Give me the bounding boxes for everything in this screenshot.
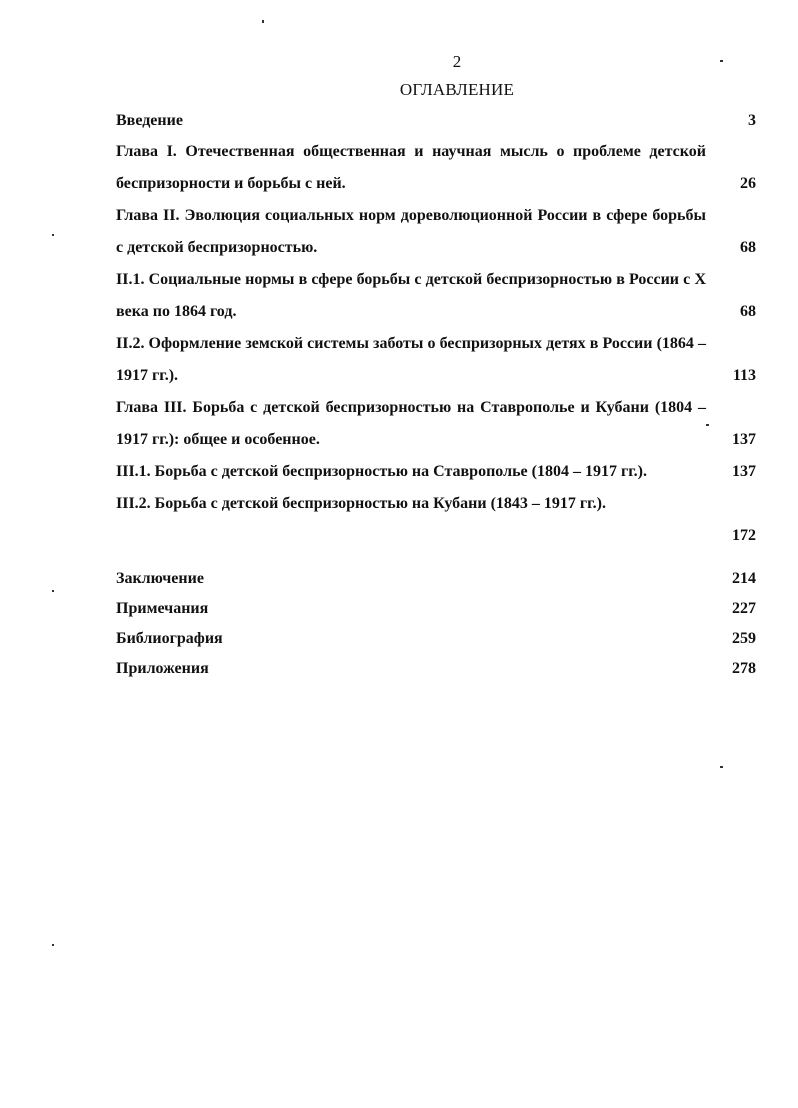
toc-entry-page: 113: [732, 367, 756, 384]
scan-speck: [52, 590, 54, 592]
toc-entry-notes[interactable]: [116, 594, 756, 624]
spacer: [116, 552, 756, 564]
toc-entry-page: 259: [732, 630, 756, 647]
toc-entry-title: Библиография: [116, 630, 223, 647]
scan-speck: [52, 944, 54, 946]
scan-speck: [706, 424, 709, 426]
page-number: 2: [452, 52, 462, 71]
toc-entry-title: II.2. Оформление земской системы заботы о беспризорных детях в России (1864 – 1917 гг.).: [116, 335, 706, 384]
toc-entry-page: 68: [740, 303, 756, 320]
scan-speck: [720, 766, 723, 768]
toc-entry-title: Введение: [116, 112, 183, 129]
toc-entry-section-2-1[interactable]: [116, 264, 756, 328]
scan-speck: [262, 20, 264, 23]
toc-entry-section-3-1[interactable]: [116, 456, 756, 488]
scan-speck: [52, 234, 54, 236]
toc-entry-title: Заключение: [116, 570, 204, 587]
toc-entry-chapter-2[interactable]: [116, 200, 756, 264]
toc-entry-page: 214: [732, 570, 756, 587]
toc-entry-section-2-2[interactable]: [116, 328, 756, 392]
toc-entry-title: Приложения: [116, 660, 209, 677]
toc-entry-chapter-3[interactable]: [116, 392, 756, 456]
toc-entry-title: III.2. Борьба с детской беспризорностью на Кубани (1843 – 1917 гг.).: [116, 495, 606, 512]
toc-entry-conclusion[interactable]: [116, 564, 756, 594]
table-of-contents: [116, 106, 756, 684]
toc-entry-title: II.1. Социальные нормы в сфере борьбы с детской беспризорностью в России с X века по 1864 год.: [116, 271, 706, 320]
toc-entry-page: 68: [740, 239, 756, 256]
toc-entry-page: 278: [732, 660, 756, 677]
toc-entry-title: III.1. Борьба с детской беспризорностью на Ставрополье (1804 – 1917 гг.).: [116, 463, 648, 480]
toc-entry-chapter-1[interactable]: [116, 136, 756, 200]
toc-entry-page: 137: [732, 463, 756, 480]
toc-entry-page: 137: [732, 431, 756, 448]
toc-entry-page: 26: [740, 175, 756, 192]
toc-entry-appendices[interactable]: [116, 654, 756, 684]
scan-speck: [720, 60, 723, 62]
toc-entry-section-3-2[interactable]: [116, 488, 756, 552]
toc-entry-title: Глава I. Отечественная общественная и научная мысль о проблеме детской беспризорности и борьбы с ней.: [116, 143, 706, 192]
toc-entry-page: 227: [732, 600, 756, 617]
toc-entry-page: 172: [732, 527, 756, 544]
toc-entry-introduction[interactable]: [116, 106, 756, 136]
toc-entry-page: 3: [748, 112, 756, 129]
toc-entry-title: Глава II. Эволюция социальных норм дореволюционной России в сфере борьбы с детской беспризорностью.: [116, 207, 706, 256]
toc-entry-title: Примечания: [116, 600, 209, 617]
toc-entry-title: Глава III. Борьба с детской беспризорностью на Ставрополье и Кубани (1804 – 1917 гг.): общее и особенное.: [116, 399, 706, 448]
toc-entry-bibliography[interactable]: [116, 624, 756, 654]
toc-heading: ОГЛАВЛЕНИЕ: [399, 80, 515, 99]
